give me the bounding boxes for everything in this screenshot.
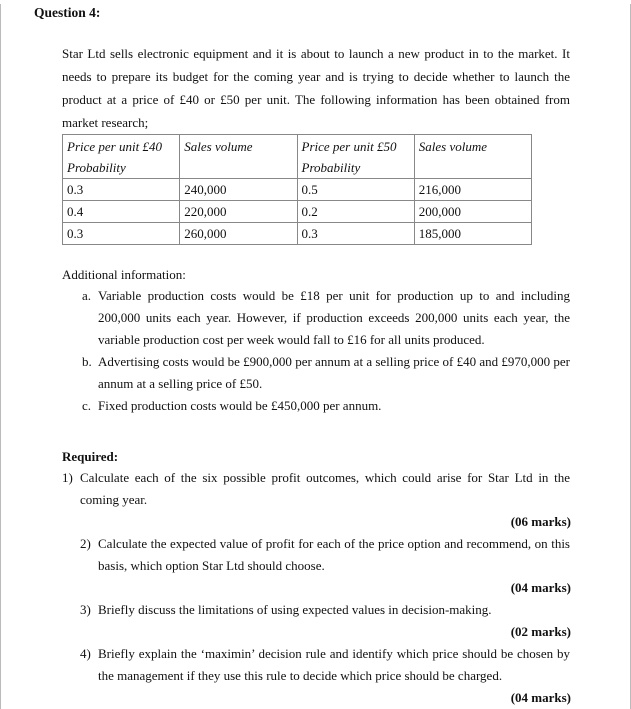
list-marker: a. <box>82 288 92 303</box>
page-edge-left <box>0 4 1 709</box>
header-cell <box>414 135 531 179</box>
table-header-row <box>63 135 532 179</box>
list-item <box>82 395 570 417</box>
marks-label: (06 marks) <box>510 514 571 529</box>
header-text: Probability <box>67 160 126 175</box>
list-text: Fixed production costs would be £450,000 per annum. <box>98 398 382 413</box>
table-cell: 0.3 <box>63 179 180 201</box>
header-text: Sales volume <box>184 139 253 154</box>
list-marker: c. <box>82 398 92 413</box>
question-item <box>62 599 570 621</box>
marks-label: (04 marks) <box>510 580 571 595</box>
question-marker: 4) <box>80 646 91 661</box>
table-row <box>63 179 532 201</box>
table-cell: 0.3 <box>297 223 414 245</box>
question-text: Calculate the expected value of profit for each of the price option and recommend, on this basis, which option Star Ltd should choose. <box>98 536 570 573</box>
list-item <box>82 285 570 351</box>
header-text: Price per unit £50 <box>301 139 397 154</box>
marks-label: (02 marks) <box>510 624 571 639</box>
question-item <box>62 533 570 577</box>
header-cell <box>63 135 180 179</box>
table-cell: 0.3 <box>63 223 180 245</box>
table-row <box>63 223 532 245</box>
header-text: Sales volume <box>418 139 487 154</box>
table-cell: 185,000 <box>414 223 531 245</box>
table-cell: 0.2 <box>297 201 414 223</box>
marks-label: (04 marks) <box>510 690 571 705</box>
table-cell: 0.5 <box>297 179 414 201</box>
question-title: Question 4: <box>34 5 101 20</box>
question-body <box>62 42 570 709</box>
question-item <box>62 643 570 687</box>
table-cell: 200,000 <box>414 201 531 223</box>
question-marker: 2) <box>80 536 91 551</box>
question-text: Briefly discuss the limitations of using expected values in decision-making. <box>98 602 492 617</box>
header-text: Probability <box>301 160 361 175</box>
additional-info-heading: Additional information: <box>62 267 186 282</box>
header-cell <box>297 135 414 179</box>
table-cell: 0.4 <box>63 201 180 223</box>
list-text: Advertising costs would be £900,000 per annum at a selling price of £40 and £970,000 per annum at a selling price of £50. <box>98 354 570 391</box>
table-cell: 240,000 <box>180 179 297 201</box>
table-cell: 216,000 <box>414 179 531 201</box>
question-item <box>62 467 570 511</box>
list-marker: b. <box>82 354 92 369</box>
list-item <box>82 351 570 395</box>
table-cell: 260,000 <box>180 223 297 245</box>
intro-paragraph: Star Ltd sells electronic equipment and it is about to launch a new product in to the market. It needs to prepare its budget for the coming year and is trying to decide whether to launch the product at a price of £40 or £50 per unit. The following information has been obtained from market research; <box>62 46 570 130</box>
question-text: Briefly explain the ‘maximin’ decision rule and identify which price should be chosen by the management if they use this rule to decide which price should be charged. <box>98 646 570 683</box>
table-cell: 220,000 <box>180 201 297 223</box>
market-research-table <box>62 134 532 245</box>
header-cell <box>180 135 297 179</box>
required-heading: Required: <box>62 449 119 464</box>
question-text: Calculate each of the six possible profit outcomes, which could arise for Star Ltd in the coming year. <box>80 470 570 507</box>
header-text: Price per unit £40 <box>67 139 162 154</box>
table-row <box>63 201 532 223</box>
question-marker: 3) <box>80 602 91 617</box>
question-marker: 1) <box>62 470 73 485</box>
list-text: Variable production costs would be £18 per unit for production up to and including 200,000 units each year. However, if production exceeds 200,000 units each year, the variable production cost per week would fall to £16 for all units produced. <box>98 288 570 347</box>
